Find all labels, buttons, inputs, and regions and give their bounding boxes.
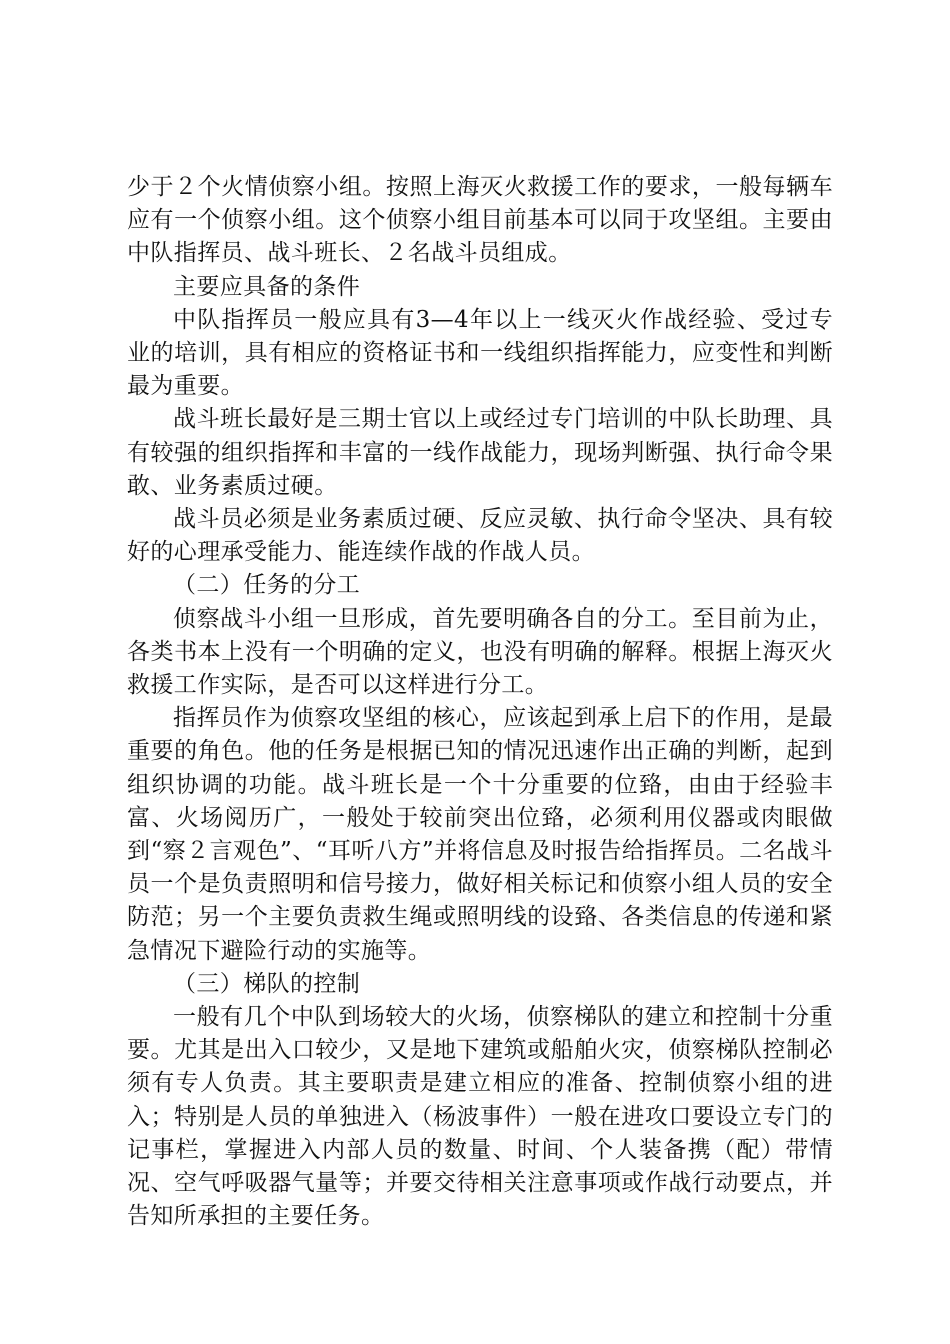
paragraph-7: 侦察战斗小组一旦形成，首先要明确各自的分工。至目前为止，各类书本上没有一个明确的定义，也没有明确的解释。根据上海灭火救援工作实际，是否可以这样进行分工。 xyxy=(127,605,833,699)
paragraph-8: 指挥员作为侦察攻坚组的核心，应该起到承上启下的作用，是最重要的角色。他的任务是根据已知的情况迅速作出正确的判断，起到组织协调的功能。战斗班长是一个十分重要的位臵，由由于经验丰富、火场阅历广，一般处于较前突出位臵，必须利用仪器或肉眼做到“察２言观色”、“耳听八方”并将信息及时报告给指挥员。二名战斗员一个是负责照明和信号接力，做好相关标记和侦察小组人员的安全防范；另一个主要负责救生绳或照明线的设臵、各类信息的传递和紧急情况下避险行动的实施等。 xyxy=(127,705,833,964)
paragraph-4: 战斗班长最好是三期士官以上或经过专门培训的中队长助理、具有较强的组织指挥和丰富的一线作战能力，现场判断强、执行命令果敢、业务素质过硬。 xyxy=(127,406,833,499)
paragraph-1: 少于２个火情侦察小组。按照上海灭火救援工作的要求，一般每辆车应有一个侦察小组。这个侦察小组目前基本可以同于攻坚组。主要由中队指挥员、战斗班长、２名战斗员组成。 xyxy=(127,174,833,267)
section-heading-task-division: （二）任务的分工 xyxy=(173,572,361,599)
paragraph-10: 一般有几个中队到场较大的火场，侦察梯队的建立和控制十分重要。尤其是出入口较少，又是地下建筑或船舶火灾，侦察梯队控制必须有专人负责。其主要职责是建立相应的准备、控制侦察小组的进入；特别是人员的单独进入（杨波事件）一般在进攻口要设立专门的记事栏，掌握进入内部人员的数量、时间、个人装备携（配）带情况、空气呼吸器气量等；并要交待相关注意事项或作战行动要点，并告知所承担的主要任务。 xyxy=(127,1004,833,1230)
section-heading-echelon-control: （三）梯队的控制 xyxy=(173,970,361,997)
paragraph-5: 战斗员必须是业务素质过硬、反应灵敏、执行命令坚决、具有较好的心理承受能力、能连续作战的作战人员。 xyxy=(127,506,833,566)
paragraph-heading-conditions: 主要应具备的条件 xyxy=(173,273,361,300)
document-body xyxy=(127,171,833,1234)
paragraph-3: 中队指挥员一般应具有3—4年以上一线灭火作战经验、受过专业的培训，具有相应的资格证书和一线组织指挥能力，应变性和判断最为重要。 xyxy=(127,306,833,400)
